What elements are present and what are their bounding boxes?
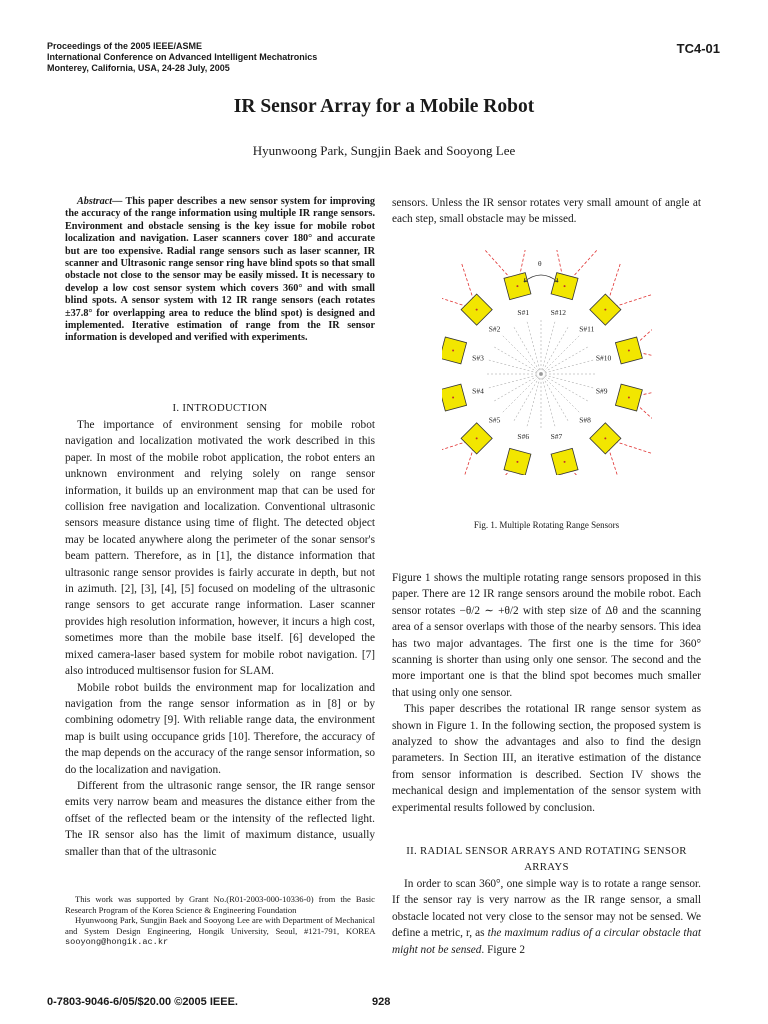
paper-authors: Hyunwoong Park, Sungjin Baek and Sooyong Lee [252, 143, 516, 158]
center-spoke [541, 374, 569, 422]
center-spoke [541, 360, 594, 374]
sensor-label: S#7 [550, 431, 563, 441]
sensor-dot [604, 309, 606, 311]
footnote [65, 894, 375, 948]
footnote-grant: This work was supported by Grant No.(R01-2003-000-10336-0) from the Basic Research Program of the Korea Science & Engineering Foundation [65, 894, 375, 915]
sensor-label: S#3 [472, 353, 484, 363]
right-continuation: sensors. Unless the IR sensor rotates very small amount of angle at each step, small obstacle may be missed. [392, 197, 701, 226]
sensor-label: S#11 [579, 324, 595, 334]
section-2-definition: the maximum radius of a circular obstacle that might not be sensed [392, 927, 701, 956]
center-spoke [541, 326, 569, 374]
right-paragraph-1: Figure 1 shows the multiple rotating range sensors proposed in this paper. There are 12 IR range sensors around the mobile robot. Each sensor rotates −θ/2 ∼ +θ/2 with step size of Δθ and the scanning area of a sensor overlaps with those of the nearby sensors. This idea has two major advantages. The first one is the time for 360° scanning is shorter than using only one sensor. The second and the more important one is that the blind spot becomes much smaller that using only one sensor. [392, 572, 701, 699]
right-top-text [392, 195, 701, 228]
header-line-2: International Conference on Advanced Intelligent Mechatronics [47, 52, 318, 62]
header-line-3: Monterey, California, USA, 24-28 July, 2005 [47, 63, 230, 73]
center-spoke [514, 326, 542, 374]
sensor-label: S#4 [472, 386, 484, 396]
page-number: 928 [372, 996, 391, 1008]
center-spoke [502, 374, 541, 413]
center-spoke [514, 374, 542, 422]
section-2-paragraph [392, 876, 701, 958]
section-1-heading: I. INTRODUCTION [172, 402, 268, 414]
center-spoke [541, 321, 555, 374]
sensor-box [442, 384, 467, 411]
center-spoke [488, 374, 541, 388]
intro-paragraph-2: Mobile robot builds the environment map for localization and navigation from the range sensor information as in [8] or by combining odometry [9]. With reliable range data, the environment map is built using occupance grids [10]. Therefore, the accuracy of the map depends on the accuracy of the range sensor information, so do the localization and navigation. [65, 681, 375, 776]
theta-arc [524, 275, 558, 282]
sensor-dot [604, 437, 606, 439]
abstract [65, 196, 375, 345]
center-spoke [493, 347, 541, 375]
center-spoke [493, 374, 541, 402]
figure-1 [442, 250, 652, 480]
right-body [392, 570, 701, 816]
section-2-heading: II. RADIAL SENSOR ARRAYS AND ROTATING SENSOR ARRAYS [406, 845, 687, 873]
center-spoke [488, 360, 541, 374]
center-spoke [527, 374, 541, 427]
header-line-1: Proceedings of the 2005 IEEE/ASME [47, 41, 203, 51]
abstract-text: — This paper describes a new sensor system for improving the accuracy of the range information using multiple IR range sensors. Environment and obstacle sensing is the key issue for mobile robot localization and navigation. Laser scanners cover 180° and accurate but are too expensive. Radial range sensors such as laser scanner, IR scanner and Ultrasonic range sensor ring have blind spots so that small obstacle not close to the sensor may be easily missed. It is necessary to develop a low cost sensor system which covers 360° and with small blind spots. A sensor system with 12 IR range sensors (each rotates ±37.8° for overlapping area to reduce the blind spot) is designed and implemented. Iterative estimation of range from the IR sensor information is developed and verified with experiments. [65, 196, 375, 344]
center-spoke [541, 374, 580, 413]
sensor-dot [628, 349, 630, 351]
figure-caption: Fig. 1. Multiple Rotating Range Sensors [473, 520, 620, 530]
intro-paragraph-1: The importance of environment sensing for mobile robot navigation and localization motivated the work described in this paper. In most of the mobile robot application, the robot enters an unknown environment and relying solely on range sensor information, it builds up an environment map that can be used for collision free navigation and localization. Conventional ultrasonic sensors measure distance using time of flight. The detected object may be located anywhere along the perimeter of the sonar sensor's beam pattern. Therefore, as in [1], the distance information that ultrasonic range sensor provides is fairly accurate in depth, but not in azimuth. [2], [3], [4], [5] focused on modeling of the ultrasonic range sensors to get accurate range information. Laser scanner provides high resolution information, however, it incurs a high cost, sometimes more than the mobile base itself. [6] developed the mixed camera-laser based system for mobile robot navigation. [7] also introduced multisensor fusion for SLAM. [65, 419, 375, 678]
sensor-label: S#6 [517, 431, 530, 441]
sensor-dot [628, 397, 630, 399]
right-paragraph-2: This paper describes the rotational IR range sensor system as shown in Figure 1. In the following section, the proposed system is analyzed to show the advantages and also to find the design parameters. In Section III, an iterative estimation of the distance from sensor information is described. Section IV shows the mechanical design and implementation of the sensor system with experimental results followed by conclusion. [392, 703, 701, 814]
sensor-dot [476, 309, 478, 311]
sensor-label: S#8 [579, 415, 591, 425]
theta-label: θ [538, 259, 542, 268]
sensor-dot [452, 349, 454, 351]
sensor-label: S#2 [488, 324, 501, 334]
sensor-label: S#12 [550, 308, 566, 318]
sensor-label: S#5 [488, 415, 501, 425]
sensor-box [442, 337, 467, 364]
center-spoke [541, 374, 555, 427]
abstract-label: Abstract [77, 196, 113, 207]
intro-paragraph-3: Different from the ultrasonic range sensor, the IR range sensor emits very narrow beam and measures the distance either from the offset of the reflected beam or the intensity of the reflected light. The IR sensor also has the limit of maximum distance, usually smaller than that of the ultrasonic [65, 779, 375, 858]
center-spoke [541, 335, 580, 374]
paper-title: IR Sensor Array for a Mobile Robot [233, 96, 535, 117]
sensor-label: S#10 [595, 353, 612, 363]
center-spoke [527, 321, 541, 374]
center-spoke [541, 374, 589, 402]
footnote-email: sooyong@hongik.ac.kr [65, 937, 169, 948]
copyright-footer: 0-7803-9046-6/05/$20.00 ©2005 IEEE. [47, 996, 238, 1008]
footnote-affiliation [65, 915, 375, 948]
sensor-dot [516, 285, 518, 287]
sensor-dot [452, 397, 454, 399]
section-2-text-start: In order to scan 360°, one simple way is to rotate a range sensor. If the sensor ray is very narrow as the IR range sensor, a small obstacle located not very close to the sensor may not be sensed. We define a metric, r, as [392, 878, 701, 940]
section-2-text-end: . Figure 2 [481, 943, 526, 956]
paper-code: TC4-01 [676, 41, 720, 56]
section-1-body [65, 417, 375, 860]
proceedings-header [47, 41, 317, 74]
sensor-dot [564, 285, 566, 287]
footnote-affiliation-text: Hyunwoong Park, Sungjin Baek and Sooyong Lee are with Department of Mechanical and System Design Engineering, Hongik University, Seoul, #121-791, KOREA [65, 915, 375, 936]
center-spoke [541, 347, 589, 375]
sensor-dot [564, 461, 566, 463]
sensor-label: S#9 [595, 386, 608, 396]
center-spoke [502, 335, 541, 374]
sensor-dot [516, 461, 518, 463]
sensor-label: S#1 [517, 308, 530, 318]
sensor-dot [476, 437, 478, 439]
sensor-array-diagram [442, 250, 652, 475]
section-2-body [392, 876, 701, 958]
center-spoke [541, 374, 594, 388]
